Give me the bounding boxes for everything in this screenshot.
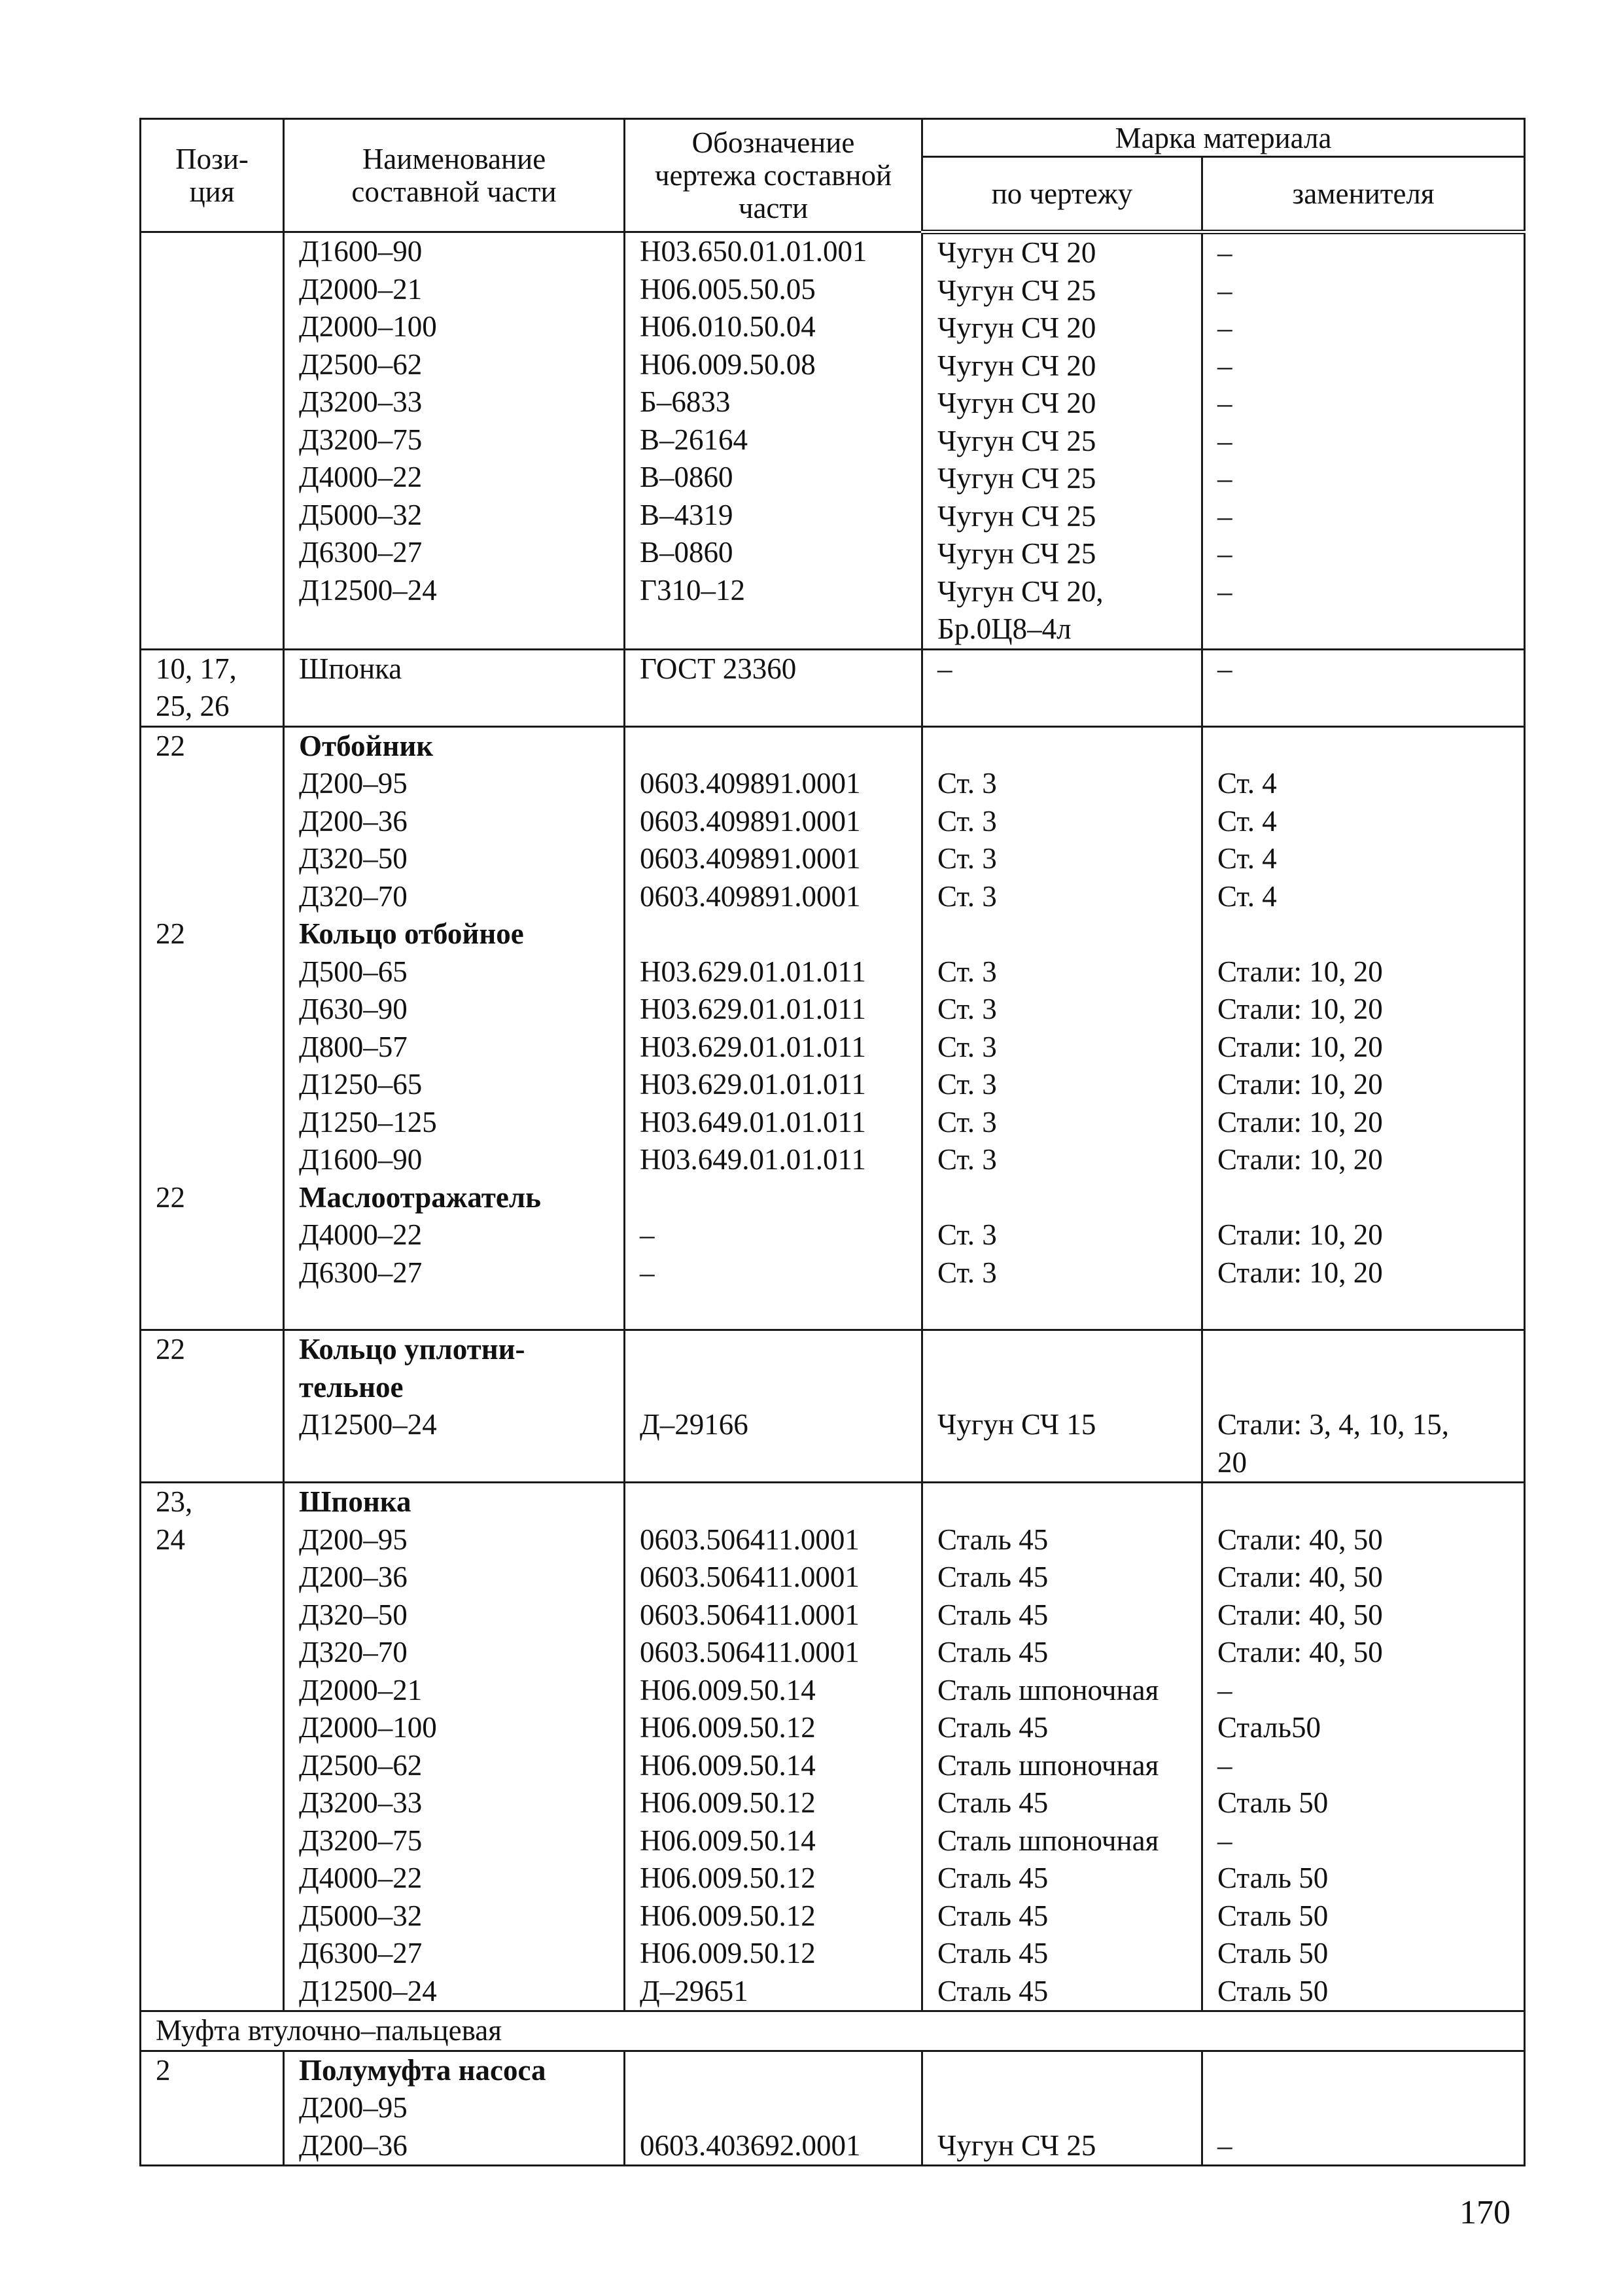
- cell-line: –: [1217, 462, 1232, 495]
- cell-line: 22: [156, 917, 185, 950]
- cell-line: Бр.0Ц8–4л: [937, 612, 1072, 645]
- cell-line: Д4000–22: [299, 461, 423, 493]
- cell-line: Сталь 50: [1217, 1974, 1329, 2007]
- cell-line: Сталь 45: [937, 1786, 1049, 1819]
- cell-line: Маслоотражатель: [299, 1180, 541, 1214]
- cell-line: Чугун СЧ 25: [937, 424, 1096, 457]
- substitute-cell: [1202, 1483, 1525, 2011]
- cell-line: Д6300–27: [299, 1256, 423, 1289]
- cell-line: В–4319: [640, 498, 733, 531]
- cell-line: Чугун СЧ 20: [937, 236, 1096, 269]
- cell-line: Д5000–32: [299, 1899, 423, 1932]
- material-cell: [922, 649, 1202, 726]
- table-body: [141, 232, 1525, 2166]
- cell-line: Д1250–125: [299, 1105, 437, 1139]
- cell-line: Сталь 50: [1217, 1786, 1329, 1819]
- header-position: Пози- ция: [141, 119, 284, 232]
- cell-line: –: [937, 652, 952, 685]
- cell-line: –: [640, 1218, 655, 1251]
- cell-line: [156, 840, 273, 878]
- cell-line: [1217, 1179, 1514, 1217]
- cell-line: Сталь 45: [937, 1974, 1049, 2007]
- cell-line: Ст. 3: [937, 842, 997, 875]
- cell-line: Н06.009.50.08: [640, 347, 816, 381]
- cell-line: Д2500–62: [299, 1748, 423, 1782]
- cell-line: [156, 1029, 273, 1067]
- cell-line: 0603.506411.0001: [640, 1523, 860, 1556]
- cell-line: 24: [156, 1523, 185, 1556]
- cell-line: Д500–65: [299, 955, 408, 988]
- cell-line: ГОСТ 23360: [640, 652, 797, 685]
- position-cell: [141, 649, 284, 726]
- cell-line: Стали: 40, 50: [1217, 1636, 1383, 1669]
- material-cell: [922, 1483, 1202, 2011]
- cell-line: Сталь 45: [937, 1598, 1049, 1631]
- cell-line: –: [1217, 236, 1232, 269]
- position-cell: [141, 2051, 284, 2166]
- cell-line: –: [1217, 537, 1232, 570]
- cell-line: [156, 233, 273, 271]
- cell-line: Д320–50: [299, 1598, 408, 1631]
- cell-line: Д1600–90: [299, 235, 423, 268]
- substitute-cell: [1202, 232, 1525, 650]
- cell-line: Сталь 45: [937, 1899, 1049, 1932]
- cell-line: [156, 1254, 273, 1292]
- cell-line: Д1250–65: [299, 1068, 423, 1101]
- cell-line: –: [1217, 2128, 1232, 2162]
- cell-line: Стали: 3, 4, 10, 15,: [1217, 1408, 1450, 1441]
- cell-line: Н03.649.01.01.011: [640, 1105, 866, 1139]
- cell-line: [1217, 2089, 1514, 2127]
- cell-line: В–0860: [640, 461, 733, 493]
- cell-line: 0603.409891.0001: [640, 842, 861, 875]
- cell-line: –: [1217, 274, 1232, 307]
- cell-line: [156, 1066, 273, 1104]
- cell-line: [156, 953, 273, 991]
- cell-line: В–0860: [640, 536, 733, 569]
- cell-line: Ст. 4: [1217, 879, 1277, 913]
- material-cell: [922, 2051, 1202, 2166]
- cell-line: Ст. 3: [937, 1218, 997, 1251]
- drawing-cell: [625, 2051, 922, 2166]
- cell-line: [640, 1331, 912, 1369]
- cell-line: тельное: [299, 1370, 404, 1404]
- cell-line: Ст. 3: [937, 955, 997, 988]
- cell-line: Сталь 45: [937, 1711, 1049, 1744]
- cell-line: Стали: 10, 20: [1217, 1105, 1383, 1139]
- cell-line: Н06.009.50.12: [640, 1786, 816, 1819]
- cell-line: [640, 1483, 912, 1521]
- cell-line: Н06.009.50.12: [640, 1899, 816, 1932]
- substitute-cell: [1202, 2051, 1525, 2166]
- cell-line: Г310–12: [640, 573, 746, 607]
- cell-line: [156, 991, 273, 1029]
- cell-line: Ст. 4: [1217, 842, 1277, 875]
- cell-line: Д3200–33: [299, 385, 423, 418]
- header-component-name: Наименование составной части: [284, 119, 625, 232]
- header-material-grade: Марка материала: [922, 119, 1525, 157]
- cell-line: Ст. 3: [937, 993, 997, 1025]
- cell-line: Сталь 45: [937, 1523, 1049, 1556]
- cell-line: Стали: 10, 20: [1217, 993, 1383, 1025]
- cell-line: [1217, 2052, 1514, 2090]
- cell-line: 0603.409891.0001: [640, 879, 861, 913]
- cell-line: Д320–50: [299, 842, 408, 875]
- cell-line: Д–29651: [640, 1974, 748, 2007]
- cell-line: –: [1217, 424, 1232, 457]
- cell-line: [156, 803, 273, 841]
- cell-line: 0603.506411.0001: [640, 1598, 860, 1631]
- position-cell: [141, 1483, 284, 2011]
- cell-line: Стали: 10, 20: [1217, 1256, 1383, 1289]
- cell-line: [937, 1179, 1192, 1217]
- cell-line: 22: [156, 1333, 185, 1366]
- drawing-cell: [625, 726, 922, 1330]
- cell-line: Ст. 3: [937, 1068, 997, 1101]
- position-cell: [141, 232, 284, 650]
- cell-line: Стали: 40, 50: [1217, 1561, 1383, 1593]
- cell-line: 23,: [156, 1485, 193, 1518]
- cell-line: Д3200–75: [299, 423, 423, 456]
- cell-line: Д200–95: [299, 1523, 408, 1556]
- cell-line: Д–29166: [640, 1408, 748, 1441]
- cell-line: Стали: 40, 50: [1217, 1523, 1383, 1556]
- cell-line: Ст. 4: [1217, 804, 1277, 838]
- cell-line: –: [1217, 499, 1232, 533]
- cell-line: Н06.009.50.14: [640, 1748, 816, 1782]
- cell-line: 0603.409891.0001: [640, 804, 861, 838]
- cell-line: Сталь 45: [937, 1636, 1049, 1669]
- cell-line: Сталь 50: [1217, 1937, 1329, 1969]
- drawing-cell: [625, 1330, 922, 1483]
- substitute-cell: [1202, 726, 1525, 1330]
- cell-line: 0603.409891.0001: [640, 767, 861, 800]
- cell-line: [640, 728, 912, 766]
- cell-line: Д12500–24: [299, 1974, 437, 2007]
- cell-line: Н03.649.01.01.011: [640, 1143, 866, 1176]
- cell-line: Сталь 45: [937, 1937, 1049, 1969]
- cell-line: Д5000–32: [299, 498, 423, 531]
- cell-line: Н03.650.01.01.001: [640, 235, 867, 268]
- cell-line: Чугун СЧ 25: [937, 274, 1096, 307]
- table-row: [141, 232, 1525, 650]
- cell-line: Д630–90: [299, 993, 408, 1025]
- cell-line: Стали: 10, 20: [1217, 1068, 1383, 1101]
- cell-line: Ст. 3: [937, 1105, 997, 1139]
- cell-line: [156, 1216, 273, 1254]
- cell-line: Полумуфта насоса: [299, 2053, 546, 2087]
- parts-materials-table: [139, 118, 1526, 2166]
- cell-line: Н06.009.50.14: [640, 1824, 816, 1857]
- cell-line: [640, 2052, 912, 2090]
- cell-line: Д12500–24: [299, 1408, 437, 1441]
- section-title: Муфта втулочно–пальцевая: [141, 2011, 1525, 2051]
- cell-line: Д200–95: [299, 2091, 408, 2124]
- table-row: [141, 649, 1525, 726]
- cell-line: Ст. 3: [937, 767, 997, 800]
- header-material-by-drawing: по чертежу: [922, 157, 1202, 232]
- cell-line: Д2000–21: [299, 272, 423, 306]
- cell-line: Сталь 45: [937, 1862, 1049, 1894]
- cell-line: [1217, 915, 1514, 953]
- cell-line: [156, 878, 273, 916]
- cell-line: Ст. 3: [937, 879, 997, 913]
- cell-line: –: [1217, 387, 1232, 419]
- cell-line: Стали: 10, 20: [1217, 955, 1383, 988]
- cell-line: Чугун СЧ 20,: [937, 574, 1104, 608]
- table-row: [141, 726, 1525, 1330]
- cell-line: Н06.009.50.14: [640, 1673, 816, 1706]
- cell-line: –: [1217, 1824, 1232, 1857]
- cell-line: 25, 26: [156, 690, 230, 722]
- cell-line: [937, 2052, 1192, 2090]
- cell-line: Н03.629.01.01.011: [640, 993, 866, 1025]
- header-drawing-designation: Обозначение чертежа составной части: [625, 119, 922, 232]
- cell-line: Отбойник: [299, 729, 434, 762]
- cell-line: [640, 1369, 912, 1407]
- cell-line: Д2000–21: [299, 1673, 423, 1706]
- material-cell: [922, 1330, 1202, 1483]
- cell-line: Н03.629.01.01.011: [640, 1030, 866, 1063]
- cell-line: Н03.629.01.01.011: [640, 955, 866, 988]
- cell-line: –: [1217, 1748, 1232, 1782]
- cell-line: Д2500–62: [299, 347, 423, 381]
- cell-line: Д3200–33: [299, 1786, 423, 1819]
- cell-line: –: [640, 1256, 655, 1289]
- cell-line: [156, 1104, 273, 1142]
- cell-line: 20: [1217, 1445, 1247, 1479]
- cell-line: 0603.403692.0001: [640, 2128, 861, 2162]
- cell-line: Стали: 10, 20: [1217, 1143, 1383, 1176]
- cell-line: [1217, 1369, 1514, 1407]
- cell-line: [1217, 728, 1514, 766]
- cell-line: Чугун СЧ 20: [937, 387, 1096, 419]
- cell-line: Н06.009.50.12: [640, 1862, 816, 1894]
- cell-line: [640, 1179, 912, 1217]
- cell-line: Д6300–27: [299, 1937, 423, 1969]
- cell-line: Ст. 3: [937, 1143, 997, 1176]
- cell-line: [640, 2089, 912, 2127]
- cell-line: Стали: 10, 20: [1217, 1030, 1383, 1063]
- cell-line: Сталь шпоночная: [937, 1824, 1159, 1857]
- position-cell: [141, 1330, 284, 1483]
- cell-line: Д200–36: [299, 1561, 408, 1593]
- cell-line: Сталь 50: [1217, 1862, 1329, 1894]
- cell-line: Сталь 50: [1217, 1899, 1329, 1932]
- component-name-cell: [284, 726, 625, 1330]
- cell-line: Д200–95: [299, 767, 408, 800]
- cell-line: –: [1217, 311, 1232, 344]
- cell-line: В–26164: [640, 423, 748, 456]
- cell-line: Д2000–100: [299, 310, 437, 343]
- cell-line: Сталь 45: [937, 1561, 1049, 1593]
- cell-line: [937, 1483, 1192, 1521]
- cell-line: Ст. 3: [937, 1256, 997, 1289]
- cell-line: Шпонка: [299, 652, 402, 685]
- cell-line: Кольцо отбойное: [299, 917, 524, 950]
- cell-line: 2: [156, 2053, 171, 2087]
- cell-line: Стали: 10, 20: [1217, 1218, 1383, 1251]
- cell-line: Д6300–27: [299, 536, 423, 569]
- cell-line: [937, 915, 1192, 953]
- cell-line: Н06.009.50.12: [640, 1711, 816, 1744]
- table-row: [141, 2011, 1525, 2051]
- cell-line: 22: [156, 1180, 185, 1214]
- cell-line: [156, 765, 273, 803]
- cell-line: [937, 1369, 1192, 1407]
- cell-line: Сталь шпоночная: [937, 1748, 1159, 1782]
- cell-line: Ст. 3: [937, 804, 997, 838]
- component-name-cell: [284, 232, 625, 650]
- cell-line: Ст. 4: [1217, 767, 1277, 800]
- cell-line: Н06.005.50.05: [640, 272, 816, 306]
- material-cell: [922, 232, 1202, 650]
- cell-line: Д800–57: [299, 1030, 408, 1063]
- cell-line: Ст. 3: [937, 1030, 997, 1063]
- cell-line: Чугун СЧ 25: [937, 2128, 1096, 2162]
- cell-line: Сталь50: [1217, 1711, 1321, 1744]
- cell-line: Д3200–75: [299, 1824, 423, 1857]
- position-cell: [141, 726, 284, 1330]
- component-name-cell: [284, 649, 625, 726]
- cell-line: Д4000–22: [299, 1218, 423, 1251]
- cell-line: Н06.009.50.12: [640, 1937, 816, 1969]
- cell-line: –: [1217, 1673, 1232, 1706]
- cell-line: Б–6833: [640, 385, 731, 418]
- table-row: [141, 2051, 1525, 2166]
- cell-line: Д200–36: [299, 2128, 408, 2162]
- cell-line: Сталь шпоночная: [937, 1673, 1159, 1706]
- drawing-cell: [625, 1483, 922, 2011]
- cell-line: Шпонка: [299, 1485, 411, 1518]
- cell-line: [640, 915, 912, 953]
- cell-line: –: [1217, 349, 1232, 382]
- table-row: [141, 1330, 1525, 1483]
- cell-line: Чугун СЧ 20: [937, 311, 1096, 344]
- component-name-cell: [284, 2051, 625, 2166]
- page-number: 170: [1459, 2194, 1510, 2231]
- cell-line: 22: [156, 729, 185, 762]
- cell-line: Д4000–22: [299, 1862, 423, 1894]
- cell-line: Н03.629.01.01.011: [640, 1068, 866, 1101]
- cell-line: Кольцо уплотни-: [299, 1333, 525, 1366]
- cell-line: [937, 728, 1192, 766]
- cell-line: Стали: 40, 50: [1217, 1598, 1383, 1631]
- cell-line: [937, 1331, 1192, 1369]
- cell-line: 10, 17,: [156, 652, 237, 685]
- cell-line: 0603.506411.0001: [640, 1561, 860, 1593]
- cell-line: Чугун СЧ 25: [937, 462, 1096, 495]
- cell-line: Д320–70: [299, 1636, 408, 1669]
- component-name-cell: [284, 1483, 625, 2011]
- substitute-cell: [1202, 1330, 1525, 1483]
- drawing-cell: [625, 232, 922, 650]
- material-cell: [922, 726, 1202, 1330]
- substitute-cell: [1202, 649, 1525, 726]
- cell-line: –: [1217, 652, 1232, 685]
- cell-line: Н06.010.50.04: [640, 310, 816, 343]
- cell-line: 0603.506411.0001: [640, 1636, 860, 1669]
- cell-line: Чугун СЧ 25: [937, 499, 1096, 533]
- cell-line: [1217, 1483, 1514, 1521]
- cell-line: Д320–70: [299, 879, 408, 913]
- cell-line: Д12500–24: [299, 573, 437, 607]
- cell-line: Чугун СЧ 15: [937, 1408, 1096, 1441]
- cell-line: [1217, 1331, 1514, 1369]
- drawing-cell: [625, 649, 922, 726]
- cell-line: Д2000–100: [299, 1711, 437, 1744]
- table-header: [141, 119, 1525, 232]
- component-name-cell: [284, 1330, 625, 1483]
- cell-line: –: [1217, 574, 1232, 608]
- header-material-substitute: заменителя: [1202, 157, 1525, 232]
- cell-line: Д200–36: [299, 804, 408, 838]
- cell-line: Чугун СЧ 20: [937, 349, 1096, 382]
- cell-line: [156, 1141, 273, 1179]
- table-row: [141, 1483, 1525, 2011]
- cell-line: Чугун СЧ 25: [937, 537, 1096, 570]
- cell-line: [937, 2089, 1192, 2127]
- cell-line: Д1600–90: [299, 1143, 423, 1176]
